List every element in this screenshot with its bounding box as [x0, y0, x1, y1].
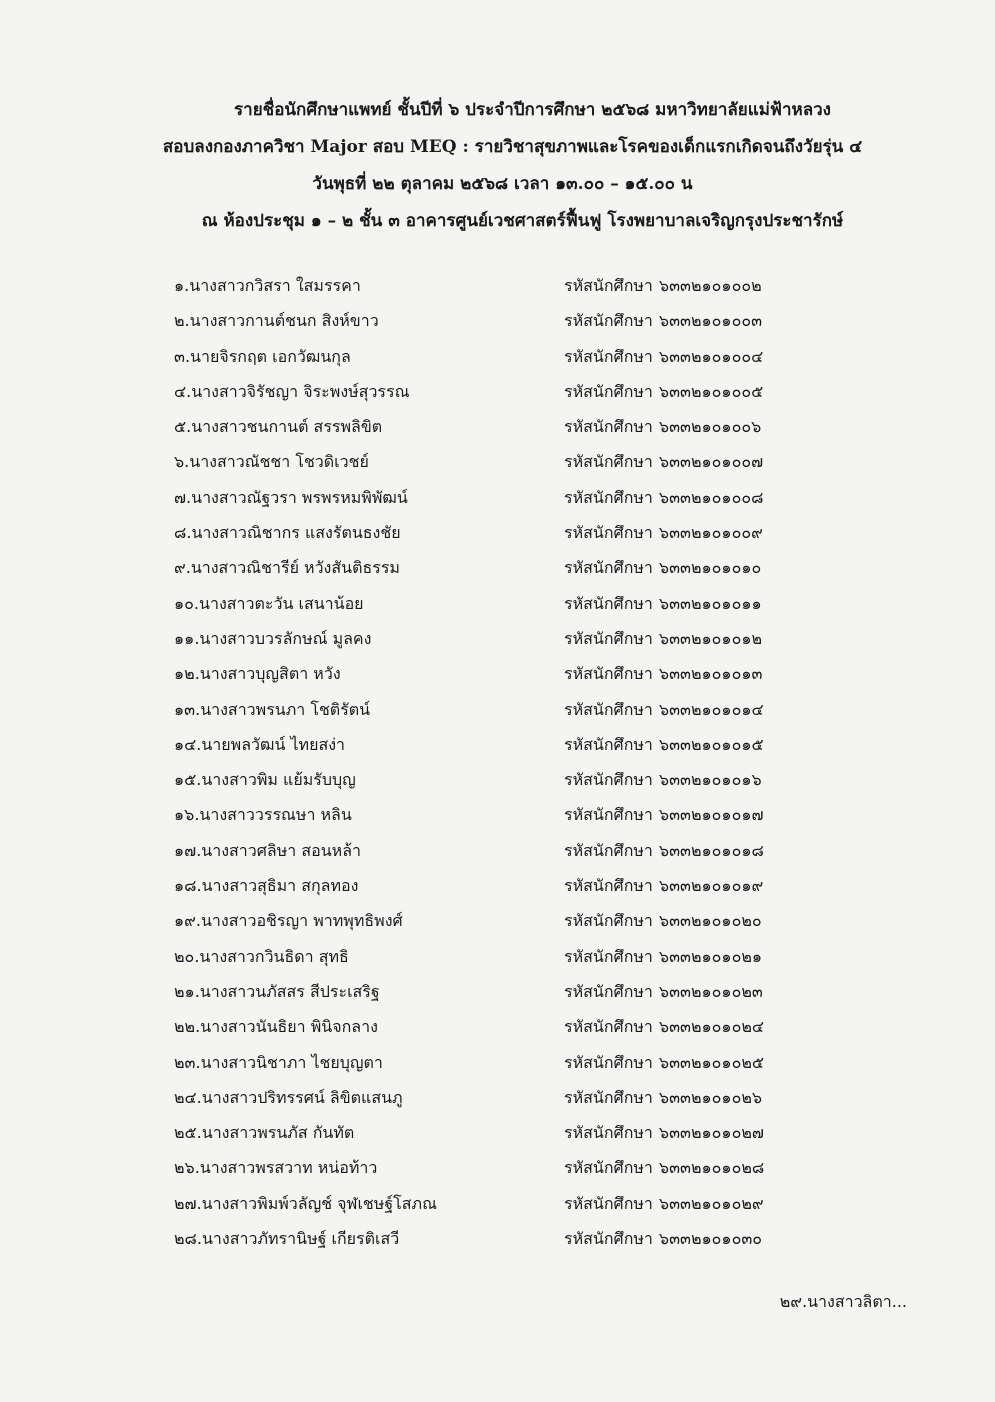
student-id-label: รหัสนักศึกษา [564, 452, 653, 472]
list-item [174, 374, 814, 409]
student-id [564, 480, 763, 515]
list-item [174, 621, 814, 656]
student-id-label: รหัสนักศึกษา [564, 981, 653, 1001]
list-item [174, 1115, 814, 1150]
student-id-value: ๖๓๓๒๑๐๑๐๒๗ [658, 1123, 764, 1143]
item-number: ๒๕. [174, 1123, 202, 1143]
student-id-value: ๖๓๓๒๑๐๑๐๑๒ [658, 628, 763, 648]
item-number: ๒. [174, 311, 190, 331]
list-item [174, 656, 814, 691]
list-item [174, 762, 814, 797]
list-item [174, 409, 814, 444]
continuation-note: ๒๙.นางสาวลิตา... [779, 1292, 907, 1311]
student-name: นายจิรกฤต เอกวัฒนกุล [190, 346, 351, 366]
student-name: นางสาวกวินธิดา สุทธิ [199, 946, 349, 966]
student-id-label: รหัสนักศึกษา [564, 276, 653, 295]
student-id-label: รหัสนักศึกษา [564, 1017, 653, 1037]
student-name: นางสาวตะวัน เสนาน้อย [199, 593, 364, 613]
student-id [564, 762, 762, 797]
item-number: ๓. [174, 346, 191, 366]
student-name: นางสาวพรนภัส กันทัต [201, 1123, 355, 1143]
student-id-value: ๖๓๓๒๑๐๑๐๐๒ [658, 276, 762, 295]
item-number: ๒๒. [174, 1017, 201, 1037]
list-item [174, 444, 814, 479]
student-id-label: รหัสนักศึกษา [564, 1087, 653, 1107]
student-id-value: ๖๓๓๒๑๐๑๐๑๑ [658, 593, 762, 613]
student-id-label: รหัสนักศึกษา [564, 1229, 653, 1249]
item-number: ๒๑. [174, 981, 200, 1001]
item-number: ๑๑. [174, 628, 200, 648]
student-id-value: ๖๓๓๒๑๐๑๐๐๓ [658, 311, 763, 331]
student-id-value: ๖๓๓๒๑๐๑๐๒๓ [658, 981, 763, 1001]
student-id-label: รหัสนักศึกษา [564, 1158, 653, 1178]
student-id [564, 1045, 764, 1080]
student-id [564, 833, 764, 868]
student-id-value: ๖๓๓๒๑๐๑๐๐๖ [658, 417, 762, 437]
student-id [564, 868, 763, 903]
student-id [564, 974, 763, 1009]
item-number: ๑๘. [174, 876, 202, 896]
item-number: ๙. [174, 558, 191, 578]
student-id-value: ๖๓๓๒๑๐๑๐๐๗ [658, 452, 764, 472]
list-item [174, 339, 814, 374]
student-id [564, 1221, 762, 1256]
list-item [174, 692, 814, 727]
list-item [174, 586, 814, 621]
item-number: ๑๒. [174, 664, 200, 684]
list-item [174, 1186, 814, 1221]
student-id-label: รหัสนักศึกษา [564, 558, 653, 578]
list-item [174, 833, 814, 868]
student-name: นายพลวัฒน์ ไทยสง่า [201, 734, 345, 754]
item-number: ๒๐. [174, 946, 200, 966]
item-number: ๑๔. [174, 734, 202, 754]
list-item [174, 903, 814, 938]
student-id [564, 1115, 764, 1150]
student-id [564, 727, 764, 762]
list-item [174, 515, 814, 550]
student-id-value: ๖๓๓๒๑๐๑๐๑๐ [658, 558, 762, 578]
student-id-label: รหัสนักศึกษา [564, 1052, 653, 1072]
student-id-label: รหัสนักศึกษา [564, 664, 653, 684]
list-item [174, 727, 814, 762]
student-name: นางสาวพิมพ์วลัญช์ จุฬเชษฐ์โสภณ [201, 1193, 437, 1213]
student-name: นางสาวอชิรญา พาทพุทธิพงศ์ [200, 911, 403, 931]
student-id [564, 515, 763, 550]
student-id [564, 444, 763, 479]
student-id-label: รหัสนักศึกษา [564, 770, 653, 790]
item-number: ๑๓. [174, 699, 201, 719]
student-name: นางสาวณัฐวรา พรพรหมพิพัฒน์ [191, 487, 408, 507]
student-id-value: ๖๓๓๒๑๐๑๐๑๓ [658, 664, 763, 684]
student-id-label: รหัสนักศึกษา [564, 417, 653, 437]
list-item [174, 268, 814, 303]
student-id [564, 586, 762, 621]
student-id-label: รหัสนักศึกษา [564, 876, 653, 896]
student-id-value: ๖๓๓๒๑๐๑๐๐๔ [658, 346, 764, 366]
student-id-value: ๖๓๓๒๑๐๑๐๑๙ [658, 876, 764, 896]
student-name: นางสาวณัชชา โชวดิเวชย์ [189, 452, 369, 472]
item-number: ๒๔. [174, 1087, 202, 1107]
student-name: นางสาววรรณษา หลิน [199, 805, 352, 825]
item-number: ๑๖. [174, 805, 200, 825]
student-id-value: ๖๓๓๒๑๐๑๐๒๕ [658, 1052, 764, 1072]
student-name: นางสาวบวรลักษณ์ มูลคง [199, 628, 372, 648]
header-title: รายชื่อนักศึกษาแพทย์ ชั้นปีที่ ๖ ประจำปีการศึกษา ๒๕๖๘ มหาวิทยาลัยแม่ฟ้าหลวง [234, 100, 831, 120]
student-id-label: รหัสนักศึกษา [564, 487, 653, 507]
student-id [564, 621, 762, 656]
student-name: นางสาวณิชากร แสงรัตนธงชัย [191, 523, 401, 543]
header-venue: ณ ห้องประชุม ๑ – ๒ ชั้น ๓ อาคารศูนย์เวชศาสตร์ฟื้นฟู โรงพยาบาลเจริญกรุงประชารักษ์ [201, 211, 844, 231]
student-id-value: ๖๓๓๒๑๐๑๐๑๔ [658, 699, 764, 719]
list-item [174, 1045, 814, 1080]
item-number: ๒๖. [174, 1158, 200, 1178]
student-name: นางสาวพรสวาท หน่อท้าว [199, 1158, 378, 1178]
student-list [174, 268, 814, 1256]
student-id-value: ๖๓๓๒๑๐๑๐๓๐ [658, 1229, 763, 1249]
item-number: ๑๕. [174, 770, 202, 790]
student-id [564, 409, 761, 444]
student-id-label: รหัสนักศึกษา [564, 381, 653, 401]
student-id [564, 797, 764, 832]
student-id-value: ๖๓๓๒๑๐๑๐๐๙ [658, 523, 763, 543]
student-id-value: ๖๓๓๒๑๐๑๐๒๙ [658, 1193, 764, 1213]
list-item [174, 303, 814, 338]
student-id-label: รหัสนักศึกษา [564, 1193, 653, 1213]
item-number: ๒๘. [174, 1229, 202, 1249]
student-id [564, 1080, 762, 1115]
student-id [564, 1009, 764, 1044]
header-subject: สอบลงกองภาควิชา Major สอบ MEQ : รายวิชาสุขภาพและโรคของเด็กแรกเกิดจนถึงวัยรุ่น ๔ [162, 137, 863, 157]
student-id-label: รหัสนักศึกษา [564, 311, 653, 331]
list-item [174, 1221, 814, 1256]
student-id-label: รหัสนักศึกษา [564, 946, 653, 966]
student-id-value: ๖๓๓๒๑๐๑๐๒๖ [658, 1087, 763, 1107]
student-name: นางสาวกวิสรา ใสมรรคา [189, 276, 361, 295]
item-number: ๒๓. [174, 1052, 201, 1072]
student-id-value: ๖๓๓๒๑๐๑๐๒๐ [658, 911, 762, 931]
list-item [174, 1080, 814, 1115]
student-id-value: ๖๓๓๒๑๐๑๐๐๘ [658, 487, 764, 507]
student-id [564, 374, 763, 409]
student-id [564, 1150, 764, 1185]
list-item [174, 550, 814, 585]
student-id-label: รหัสนักศึกษา [564, 1123, 653, 1143]
student-id [564, 656, 762, 691]
student-id [564, 903, 762, 938]
student-id-value: ๖๓๓๒๑๐๑๐๐๕ [658, 381, 764, 401]
list-item [174, 868, 814, 903]
document-header [0, 92, 995, 240]
item-number: ๕. [174, 417, 192, 437]
student-name: นางสาวณิชารีย์ หวังสันติธรรม [190, 558, 400, 578]
student-id-label: รหัสนักศึกษา [564, 840, 653, 860]
item-number: ๑๗. [174, 840, 202, 860]
item-number: ๑. [174, 276, 190, 295]
student-name: นางสาวสุธิมา สกุลทอง [201, 876, 359, 896]
list-item [174, 480, 814, 515]
student-name: นางสาวนิชาภา ไชยบุญตา [200, 1052, 383, 1072]
student-id [564, 939, 762, 974]
student-name: นางสาวภัทรานิษฐ์ เกียรติเสวี [201, 1229, 400, 1249]
student-name: นางสาวพรนภา โชติรัตน์ [200, 699, 371, 719]
student-id-value: ๖๓๓๒๑๐๑๐๑๗ [658, 805, 764, 825]
list-item [174, 1150, 814, 1185]
student-id [564, 268, 762, 303]
student-name: นางสาวนันธิยา พินิจกลาง [200, 1017, 378, 1037]
student-id-label: รหัสนักศึกษา [564, 523, 653, 543]
student-id-label: รหัสนักศึกษา [564, 911, 653, 931]
student-id-value: ๖๓๓๒๑๐๑๐๑๖ [658, 770, 762, 790]
student-id [564, 692, 764, 727]
student-name: นางสาวบุญสิตา หวัง [199, 664, 341, 684]
item-number: ๖. [174, 452, 190, 472]
item-number: ๔. [174, 381, 192, 401]
student-id-label: รหัสนักศึกษา [564, 593, 653, 613]
student-name: นางสาวนภัสสร สีประเสริฐ [199, 981, 380, 1001]
list-item [174, 797, 814, 832]
student-id-value: ๖๓๓๒๑๐๑๐๑๕ [658, 734, 764, 754]
student-id-label: รหัสนักศึกษา [564, 734, 653, 754]
student-id [564, 339, 763, 374]
student-id [564, 550, 761, 585]
student-id-label: รหัสนักศึกษา [564, 628, 653, 648]
header-datetime: วันพุธที่ ๒๒ ตุลาคม ๒๕๖๘ เวลา ๑๓.๐๐ – ๑๕.๐๐ น [312, 174, 693, 194]
student-id-value: ๖๓๓๒๑๐๑๐๑๘ [658, 840, 764, 860]
student-id-label: รหัสนักศึกษา [564, 346, 653, 366]
student-id-value: ๖๓๓๒๑๐๑๐๒๑ [658, 946, 763, 966]
student-id-value: ๖๓๓๒๑๐๑๐๒๔ [658, 1017, 764, 1037]
item-number: ๘. [174, 523, 192, 543]
item-number: ๗. [174, 487, 192, 507]
student-id-label: รหัสนักศึกษา [564, 805, 653, 825]
student-id [564, 1186, 764, 1221]
student-name: นางสาวจิรัชญา จิระพงษ์สุวรรณ [191, 381, 410, 401]
list-item [174, 939, 814, 974]
student-name: นางสาวพิม แย้มรับบุญ [201, 770, 356, 790]
student-id-value: ๖๓๓๒๑๐๑๐๒๘ [658, 1158, 765, 1178]
student-name: นางสาวชนกานต์ สรรพลิขิต [191, 417, 383, 437]
student-id [564, 303, 762, 338]
item-number: ๒๗. [174, 1193, 202, 1213]
student-name: นางสาวศลิษา สอนหล้า [201, 840, 361, 860]
student-id-label: รหัสนักศึกษา [564, 699, 653, 719]
student-name: นางสาวปริทรรศน์ ลิขิตแสนภู [201, 1087, 403, 1107]
item-number: ๑๐. [174, 593, 200, 613]
list-item [174, 974, 814, 1009]
item-number: ๑๙. [174, 911, 201, 931]
student-name: นางสาวกานต์ชนก สิงห์ขาว [189, 311, 379, 331]
list-item [174, 1009, 814, 1044]
